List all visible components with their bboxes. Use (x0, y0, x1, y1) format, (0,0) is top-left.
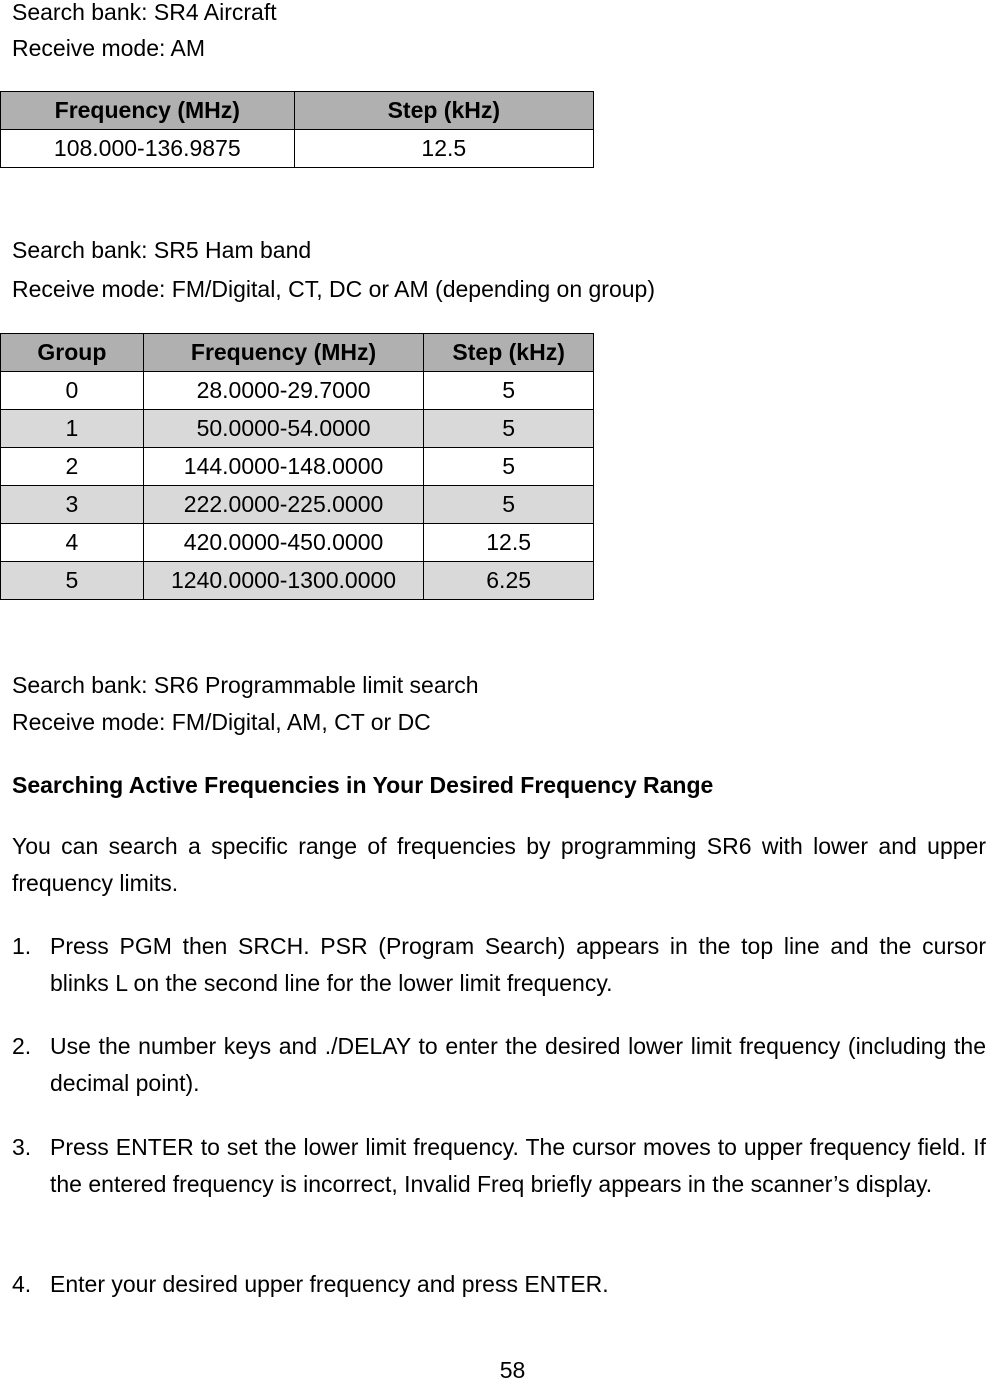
section-heading: Searching Active Frequencies in Your Desired Frequency Range (12, 772, 714, 798)
table-cell: 1 (1, 410, 144, 448)
table-row (1, 410, 594, 448)
table-cell: 4 (1, 524, 144, 562)
table-cell: 12.5 (294, 130, 593, 168)
table-cell: 28.0000-29.7000 (143, 372, 424, 410)
list-item (12, 1266, 986, 1303)
table-cell: 5 (424, 448, 594, 486)
list-number: 2. (12, 1033, 32, 1059)
table-cell: 144.0000-148.0000 (143, 448, 424, 486)
table-cell: 1240.0000-1300.0000 (143, 562, 424, 600)
table-cell: 12.5 (424, 524, 594, 562)
table-cell: 5 (424, 410, 594, 448)
sr5-bank-label: Search bank: SR5 Ham band (12, 237, 312, 263)
table-cell: 2 (1, 448, 144, 486)
list-number: 1. (12, 933, 32, 959)
table-cell: 222.0000-225.0000 (143, 486, 424, 524)
list-item (12, 928, 986, 1002)
sr5-mode-label: Receive mode: FM/Digital, CT, DC or AM (depending on group) (12, 276, 656, 302)
table-row (1, 130, 594, 168)
list-item (12, 1028, 986, 1102)
sr4-table (0, 91, 594, 168)
intro-text: You can search a specific range of frequencies by programming SR6 with lower and upper frequency limits. (12, 833, 986, 896)
table-row (1, 524, 594, 562)
sr4-mode-label: Receive mode: AM (12, 35, 206, 61)
table-header-cell: Frequency (MHz) (1, 92, 295, 130)
table-cell: 50.0000-54.0000 (143, 410, 424, 448)
table-header-cell: Step (kHz) (424, 334, 594, 372)
list-text: Use the number keys and ./DELAY to enter the desired lower limit frequency (including the decimal point). (50, 1033, 986, 1096)
table-header-cell: Group (1, 334, 144, 372)
sr6-mode-label: Receive mode: FM/Digital, AM, CT or DC (12, 709, 431, 735)
table-row (1, 372, 594, 410)
list-text: Press ENTER to set the lower limit frequency. The cursor moves to upper frequency field. If the entered frequency is incorrect, Invalid Freq briefly appears in the scanner’s display. (50, 1134, 986, 1197)
table-header-cell: Frequency (MHz) (143, 334, 424, 372)
list-item (12, 1129, 986, 1203)
list-number: 3. (12, 1134, 32, 1160)
table-cell: 420.0000-450.0000 (143, 524, 424, 562)
list-text: Enter your desired upper frequency and press ENTER. (50, 1271, 609, 1297)
table-header-cell: Step (kHz) (294, 92, 593, 130)
table-cell: 6.25 (424, 562, 594, 600)
list-text: Press PGM then SRCH. PSR (Program Search) appears in the top line and the cursor blinks L on the second line for the lower limit frequency. (50, 933, 986, 996)
table-cell: 108.000-136.9875 (1, 130, 295, 168)
intro-paragraph (12, 828, 986, 902)
sr4-bank-label: Search bank: SR4 Aircraft (12, 0, 277, 25)
sr6-bank-label: Search bank: SR6 Programmable limit search (12, 672, 479, 698)
table-cell: 5 (424, 486, 594, 524)
table-cell: 0 (1, 372, 144, 410)
table-header-row (1, 92, 594, 130)
table-cell: 5 (424, 372, 594, 410)
table-row (1, 486, 594, 524)
table-cell: 5 (1, 562, 144, 600)
table-row (1, 562, 594, 600)
page-number: 58 (499, 1357, 526, 1383)
table-cell: 3 (1, 486, 144, 524)
list-number: 4. (12, 1271, 32, 1297)
table-row (1, 448, 594, 486)
table-header-row (1, 334, 594, 372)
sr5-table (0, 333, 594, 600)
